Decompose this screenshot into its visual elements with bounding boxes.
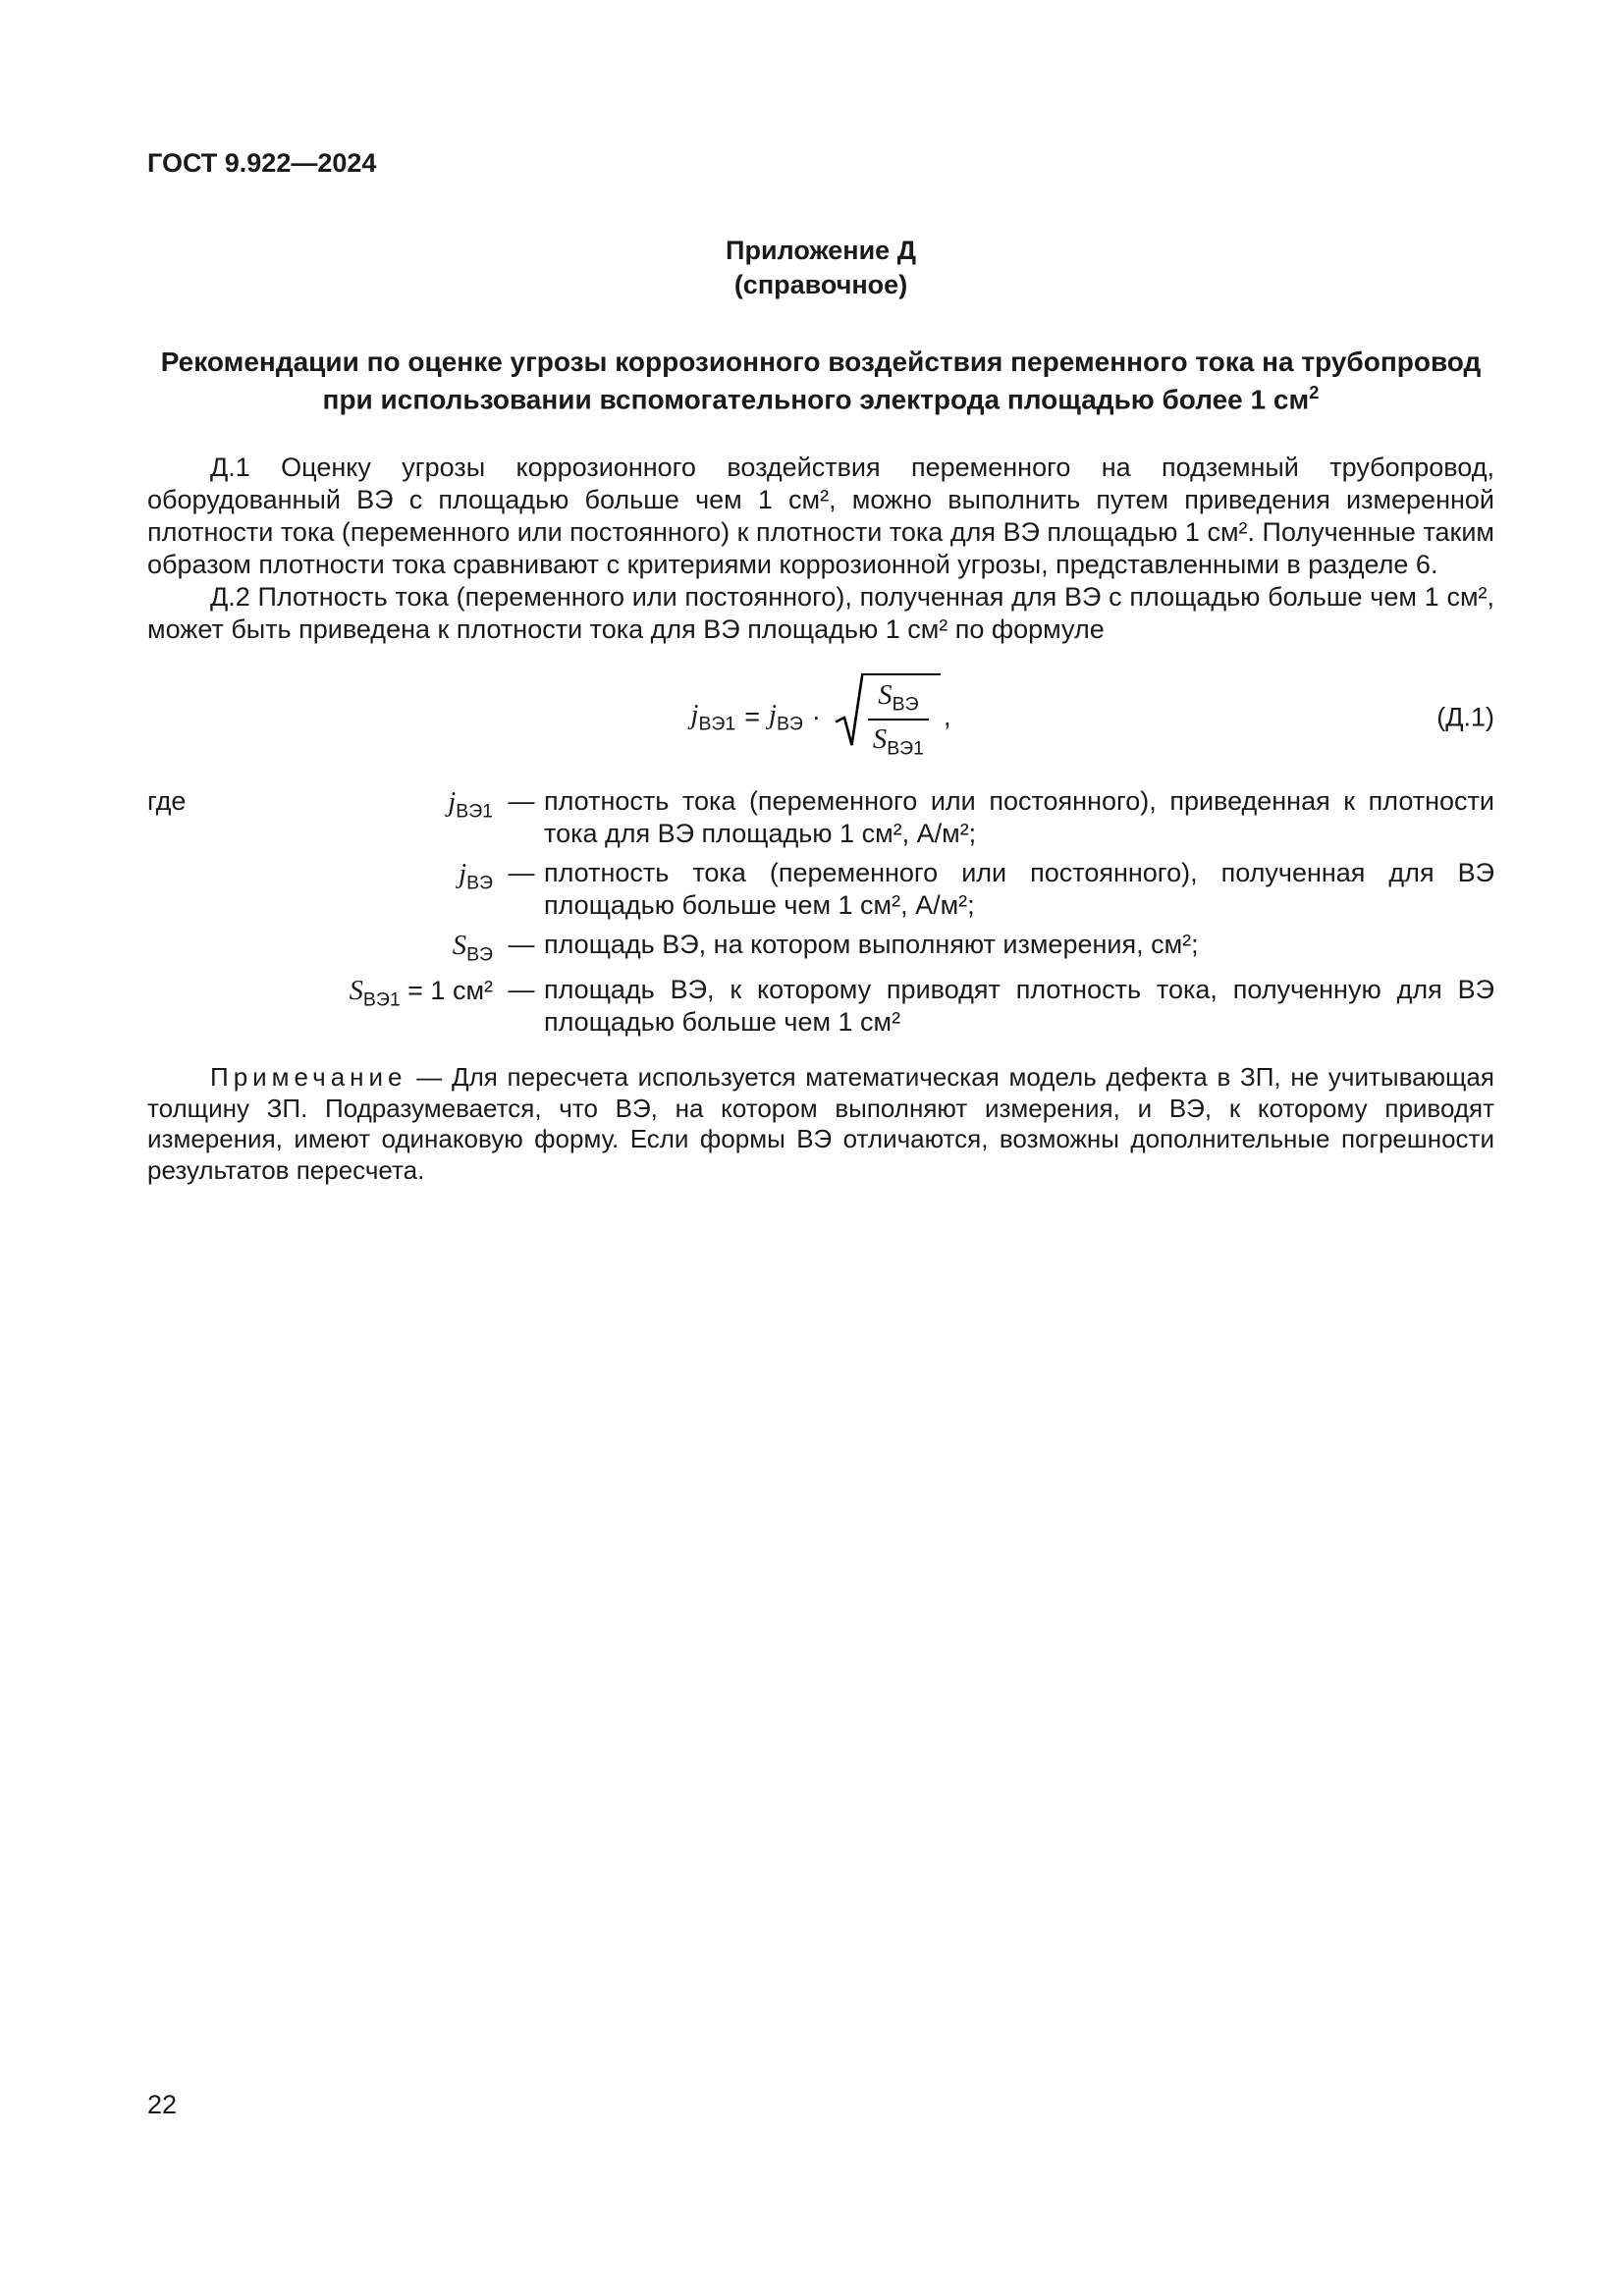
formula-lhs: [691, 698, 736, 736]
document-header: ГОСТ 9.922—2024: [147, 148, 377, 178]
appendix-title-superscript: 2: [1309, 381, 1320, 402]
paragraph-d1: Д.1 Оценку угрозы коррозионного воздействия переменного на подземный трубопровод, оборудованный ВЭ с площадью больше чем 1 см², можно выполнить путем приведения измеренной плотности тока (переменного или постоянного) к плотности тока для ВЭ площадью 1 см². Полученные таким образом плотности тока сравнивают с критериями коррозионной угрозы, представленными в разделе 6.: [147, 453, 1494, 579]
page-number: 22: [147, 2090, 178, 2120]
fraction: [868, 680, 929, 761]
note: [147, 1062, 1494, 1187]
formula-rhs-subscript: ВЭ: [776, 713, 803, 735]
formula-lhs-subscript: ВЭ1: [698, 713, 736, 735]
formula-block: [147, 673, 1494, 763]
definition-text: площадь ВЭ, на котором выполняют измерения, см²;: [544, 929, 1199, 959]
paragraph-d2: Д.2 Плотность тока (переменного или постоянного), полученная для ВЭ с площадью больше чем 1 см², может быть приведена к плотности тока для ВЭ площадью 1 см² по формуле: [147, 581, 1494, 644]
appendix-title-line2: при использовании вспомогательного электрода площадью более 1 см: [322, 384, 1310, 415]
appendix-kind: (справочное): [733, 269, 908, 299]
term-subscript: ВЭ: [466, 872, 493, 894]
fraction-numerator: [868, 680, 929, 721]
formula-number: (Д.1): [1436, 702, 1494, 732]
appendix-title: [147, 345, 1494, 418]
term-symbol: S: [452, 929, 467, 961]
equals-sign: =: [744, 702, 760, 732]
definition-text: плотность тока (переменного или постоянного), полученная для ВЭ площадью больше чем 1 см², А/м²;: [544, 858, 1494, 921]
formula-comma: ,: [943, 702, 951, 732]
definition-term: [234, 857, 499, 922]
fraction-denominator: [868, 721, 929, 760]
where-spacer: [147, 857, 234, 922]
formula-rhs-symbol: j: [769, 699, 777, 731]
where-label: где: [147, 786, 187, 817]
square-root: [835, 673, 941, 763]
definition-dash: —: [508, 975, 535, 1005]
formula: [691, 673, 951, 763]
numerator-symbol: S: [878, 678, 893, 711]
formula-lhs-symbol: j: [690, 699, 699, 731]
definition-term: [234, 974, 499, 1039]
note-text: Для пересчета используется математическая модель дефекта в ЗП, не учитывающая толщину ЗП. Подразумевается, что ВЭ, на котором выполняют измерения, и ВЭ, к которому приводят измерения, имеют одинаковую форму. Если формы ВЭ отличаются, возможны дополнительные погрешности результатов пересчета.: [147, 1061, 1494, 1186]
appendix-title-line1: Рекомендации по оценке угрозы коррозионного воздействия переменного тока на трубопровод: [160, 346, 1482, 377]
term-symbol: j: [459, 858, 467, 890]
definition-text: плотность тока (переменного или постоянного), приведенная к плотности тока для ВЭ площадью 1 см², А/м²;: [544, 786, 1494, 849]
definition-dash: —: [508, 786, 535, 817]
where-spacer: [147, 974, 234, 1039]
definition-text: площадь ВЭ, к которому приводят плотность тока, полученную для ВЭ площадью больше чем 1 см²: [544, 975, 1494, 1037]
definition-term: [234, 785, 499, 850]
definition-term: [234, 929, 499, 967]
where-spacer: [147, 929, 234, 967]
radical-sign-icon: [835, 673, 864, 750]
radicand: [861, 673, 941, 763]
term-symbol: S: [349, 975, 363, 1007]
note-dash: —: [416, 1061, 443, 1092]
definition-dash: —: [508, 858, 535, 888]
term-suffix: = 1 см²: [400, 976, 493, 1006]
multiplication-dot-icon: ·: [811, 702, 821, 732]
definition-dash: —: [508, 929, 535, 959]
note-label: Примечание: [210, 1061, 407, 1092]
term-subscript: ВЭ1: [456, 800, 493, 823]
term-subscript: ВЭ1: [362, 988, 401, 1011]
term-subscript: ВЭ: [466, 943, 493, 966]
denominator-subscript: ВЭ1: [887, 737, 924, 760]
appendix-label: Приложение Д: [726, 235, 916, 265]
denominator-symbol: S: [872, 723, 888, 756]
numerator-subscript: ВЭ: [892, 693, 919, 716]
definitions-list: [147, 785, 1494, 1039]
term-symbol: j: [448, 786, 457, 819]
formula-rhs: [769, 698, 803, 736]
